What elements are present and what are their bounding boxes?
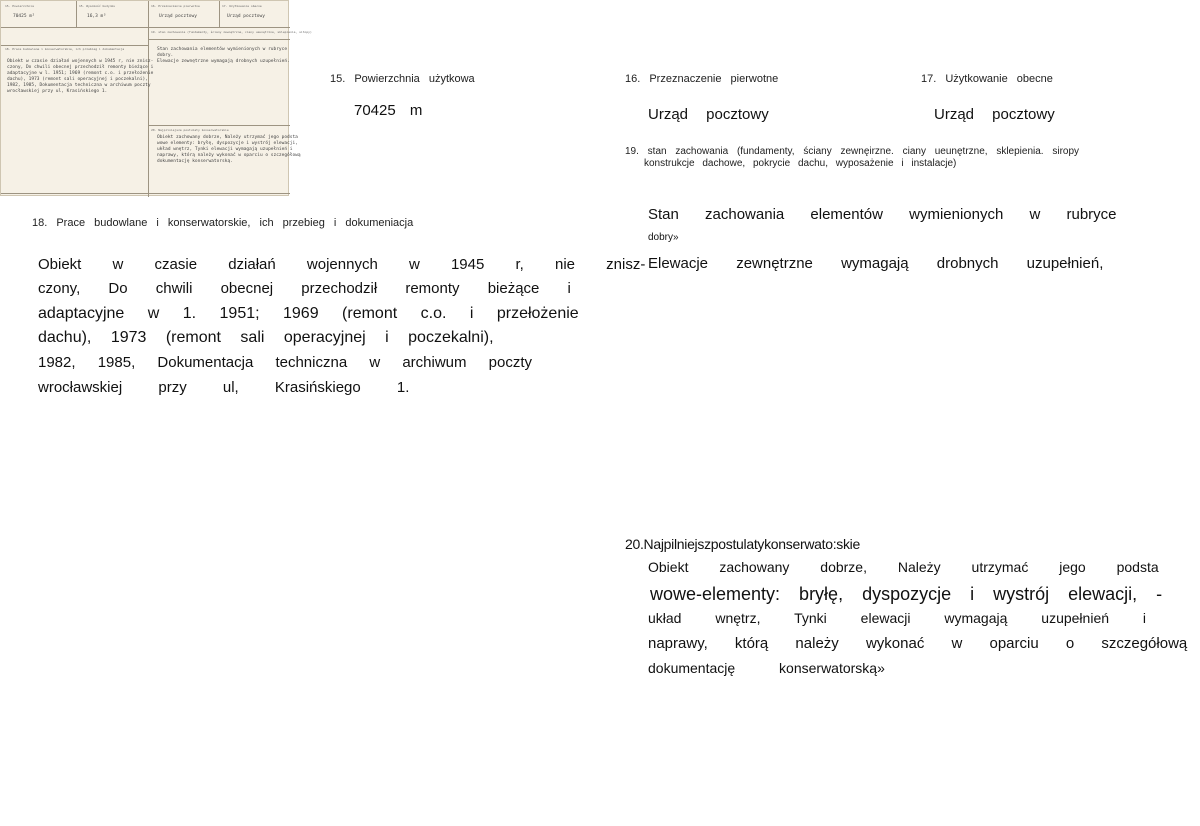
field19-text-line: dobry» <box>648 232 679 243</box>
field18-text-line: Obiekt w czasie działań wojennych w 1945 r, nie znisz- <box>38 256 646 273</box>
card-section19-label: 19. stan zachowania (fundamenty, ściany zewnętrzne, ciany ueunętrzne, sklepienia, sitopy) <box>151 30 312 34</box>
card-text-line: wrocławskiej przy ul, Krasińskiego 1. <box>7 89 108 94</box>
card-text-line: Stan zachowania elementów wymienionych w rubryce <box>157 47 288 52</box>
field18-text-line: adaptacyjne w 1. 1951; 1969 (remont c.o. i przełożenie <box>38 305 579 322</box>
field19-text-line: Elewacje zewnętrzne wymagają drobnych uzupełnień, <box>648 255 1104 272</box>
card-text-line: adaptacyjne w l. 1951; 1969 (remont c.o. i przełożenie <box>7 71 154 76</box>
field18-label: 18. Prace budowlane i konserwatorskie, ich przebieg i dokumeniacja <box>32 217 414 229</box>
field20-label: 20.Najpilniejszpostulatykonserwato:skie <box>625 536 860 552</box>
card-text-line: dokumentację konserwatorską. <box>157 159 233 164</box>
card-text-line: dobry. <box>157 53 174 58</box>
field20-text-line: naprawy, którą należy wykonać w oparciu o szczegółową <box>648 635 1188 652</box>
field18-text-line: czony, Do chwili obecnej przechodził remonty bieżące i <box>38 280 571 297</box>
card-text-line: Obiekt zachowany dobrze, Należy utrzymać jego podsta <box>157 135 298 140</box>
field16-label: 16. Przeznaczenie pierwotne <box>625 73 779 85</box>
field20-text-line: układ wnętrz, Tynki elewacji wymagają uzupełnień i <box>648 610 1147 626</box>
card-cell-label: 16. Przeznaczenie pierwotne <box>151 4 200 8</box>
field18-text-line: dachu), 1973 (remont sali operacyjnej i poczekalni), <box>38 329 494 346</box>
field18-text-line: wrocławskiej przy ul, Krasińskiego 1. <box>38 379 410 396</box>
field20-text-line: Obiekt zachowany dobrze, Należy utrzymać jego podsta <box>648 559 1159 575</box>
card-cell-value: 70425 m² <box>13 14 35 19</box>
card-text-line: naprawy, którą należy wykonać w oparciu o szczegółową <box>157 153 301 158</box>
card-text-line: dachu), 1973 (remont sali operacyjnej i poczekalni), <box>7 77 148 82</box>
field20-text-line: wowe-elementy: bryłę, dyspozycje i wystrój elewacji, - <box>650 584 1163 604</box>
card-cell-value: 16,3 m³ <box>87 14 106 19</box>
field18-text-line: 1982, 1985, Dokumentacja techniczna w archiwum poczty <box>38 354 533 371</box>
field19-label-line1: 19. stan zachowania (fundamenty, ściany zewnęirzne. ciany ueunętrzne, sklepienia. siropy <box>625 146 1080 157</box>
card-text-line: czony, Do chwili obecnej przechodził remonty bieżące i <box>7 65 154 70</box>
card-text-line: Elewacje zewnętrzne wymagają drobnych uzupełnień. <box>157 59 290 64</box>
card-cell-label: 17. Użytkowanie obecne <box>222 4 262 8</box>
card-cell-label: 15. Powierzchnia <box>5 4 34 8</box>
field17-value: Urząd pocztowy <box>934 106 1055 123</box>
card-cell-value: Urząd pocztowy <box>159 14 197 19</box>
field15-value: 70425 m <box>354 102 423 119</box>
card-text-line: Obiekt w czasie działań wojennych w 1945 r, nie znisz- <box>7 59 154 64</box>
card-text-line: wowe elementy: bryłę, dyspozycje i wystrój elewacji, <box>157 141 298 146</box>
field17-label: 17. Użytkowanie obecne <box>921 73 1053 85</box>
field19-text-line: Stan zachowania elementów wymienionych w rubryce <box>648 206 1117 223</box>
field16-value: Urząd pocztowy <box>648 106 769 123</box>
field19-label-line2: konstrukcje dachowe, pokrycie dachu, wyposażenie i instalacje) <box>644 158 957 169</box>
card-text-line: układ wnętrz, Tynki elewacji wymagają uzupełnień i <box>157 147 293 152</box>
card-cell-value: Urząd pocztowy <box>227 14 265 19</box>
field20-text-line: dokumentację konserwatorską» <box>648 660 885 676</box>
card-text-line: 1982, 1985, Dokumentacja techniczna w archiwum poczty <box>7 83 151 88</box>
card-section20-label: 20. Najpilniejsze postulaty konserwatorskie <box>151 128 229 132</box>
card-section18-label: 18. Prace budowlane i konserwatorskie, ich przebieg i dokumentacja <box>5 47 125 51</box>
field15-label: 15. Powierzchnia użytkowa <box>330 73 475 85</box>
index-card-thumbnail <box>0 0 312 196</box>
card-cell-label: 15. Wysokość budynku <box>79 4 116 8</box>
